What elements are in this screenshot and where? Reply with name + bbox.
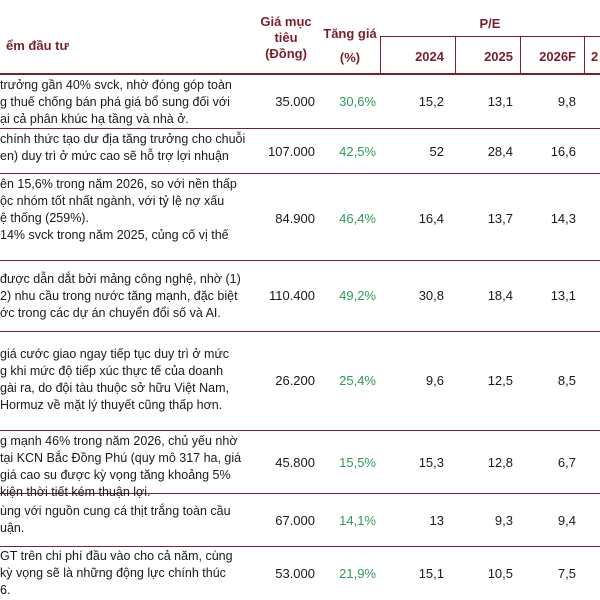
table-row	[0, 261, 600, 332]
upside-percent: 49,2%	[339, 288, 376, 303]
pe-col-divider-1	[380, 36, 381, 74]
pe-2024: 30,8	[418, 288, 444, 303]
pe-2024: 15,3	[418, 455, 444, 470]
pe-2025: 10,5	[487, 566, 513, 581]
upside-percent: 30,6%	[339, 94, 376, 109]
row-description	[0, 503, 253, 537]
pe-col-divider-3	[520, 36, 521, 74]
pe-2026f: 6,7	[557, 455, 576, 470]
upside-percent: 14,1%	[339, 513, 376, 528]
target-price: 26.200	[275, 373, 315, 388]
row-description	[0, 176, 253, 244]
row-description	[0, 77, 253, 128]
pe-2024: 15,1	[418, 566, 444, 581]
table-row	[0, 494, 600, 547]
header-target-price-line3: (Đồng)	[265, 46, 307, 61]
description-line: giá cước giao ngay tiếp tục duy trì ở mức	[0, 347, 230, 361]
target-price: 67.000	[275, 513, 315, 528]
header-upside-line1: Tăng giá	[323, 26, 377, 41]
pe-2025: 28,4	[487, 144, 513, 159]
pe-2025: 13,1	[487, 94, 513, 109]
description-line: ên 15,6% trong năm 2026, so với nền thấp	[0, 177, 237, 191]
table-row	[0, 332, 600, 431]
header-pe-2025: 2025	[484, 49, 513, 64]
target-price: 107.000	[268, 144, 315, 159]
description-line: g thuế chống bán phá giá bổ sung đối với	[0, 95, 230, 109]
header-upside-line2: (%)	[339, 50, 361, 65]
upside-percent: 15,5%	[339, 455, 376, 470]
pe-2025: 18,4	[487, 288, 513, 303]
description-line: được dẫn dắt bởi mảng công nghệ, nhờ (1)	[0, 272, 241, 286]
target-price: 84.900	[275, 211, 315, 226]
upside-percent: 42,5%	[339, 144, 376, 159]
pe-col-divider-4	[584, 36, 585, 74]
table-row	[0, 431, 600, 499]
pe-2024: 16,4	[418, 211, 444, 226]
description-line: kỳ vọng sẽ là những động lực chính thúc	[0, 566, 226, 580]
description-line: g mạnh 46% trong năm 2026, chủ yếu nhờ	[0, 434, 238, 448]
header-pe-2026f: 2026F	[539, 49, 576, 64]
description-line: ớc trong các dự án chuyển đổi số và AI.	[0, 306, 221, 320]
description-line: gài ra, do đội tàu thuộc sở hữu Việt Nam,	[0, 381, 229, 395]
pe-2026f: 9,4	[557, 513, 576, 528]
description-line: 6.	[0, 583, 11, 597]
description-line: tại KCN Bắc Đồng Phú (quy mô 317 ha, giá	[0, 451, 242, 465]
pe-2025: 12,5	[487, 373, 513, 388]
header-target-price-line2: tiêu	[274, 30, 298, 45]
pe-2026f: 16,6	[550, 144, 576, 159]
pe-2024: 9,6	[425, 373, 444, 388]
description-line: kiện thời tiết kém thuận lợi.	[0, 485, 151, 499]
row-description	[0, 131, 253, 165]
row-description	[0, 548, 253, 599]
description-line: ệ thống (259%).	[0, 211, 89, 225]
target-price: 45.800	[275, 455, 315, 470]
pe-2026f: 7,5	[557, 566, 576, 581]
pe-group-rule	[380, 36, 600, 37]
description-line: GT trên chi phí đầu vào cho cả năm, cùng	[0, 549, 233, 563]
table-row	[0, 75, 600, 129]
table-row	[0, 547, 600, 599]
pe-2026f: 8,5	[557, 373, 576, 388]
pe-2026f: 13,1	[550, 288, 576, 303]
target-price: 53.000	[275, 566, 315, 581]
description-line: trưởng gần 40% svck, nhờ đóng góp toàn	[0, 78, 232, 92]
description-line: 14% svck trong năm 2025, củng cố vị thế	[0, 228, 229, 242]
header-pe-group: P/E	[479, 16, 501, 31]
upside-percent: 21,9%	[339, 566, 376, 581]
description-line: g khi mức độ tiếp xúc thực tế của doanh	[0, 364, 224, 378]
header-pe-2024: 2024	[415, 49, 444, 64]
table-header	[0, 0, 600, 74]
header-target-price-line1: Giá mục	[260, 14, 312, 29]
description-line: en) duy trì ở mức cao sẽ hỗ trợ lợi nhuận	[0, 149, 229, 163]
pe-2025: 13,7	[487, 211, 513, 226]
description-line: ại cả phân khúc hạ tầng và nhà ở.	[0, 112, 189, 126]
pe-2024: 13	[429, 513, 444, 528]
row-description	[0, 346, 253, 414]
pe-2025: 12,8	[487, 455, 513, 470]
row-description	[0, 433, 253, 501]
upside-percent: 25,4%	[339, 373, 376, 388]
description-line: Hormuz về mặt lý thuyết cũng thấp hơn.	[0, 398, 223, 412]
description-line: 2) nhu cầu trong nước tăng mạnh, đặc biệt	[0, 289, 238, 303]
pe-col-divider-2	[455, 36, 456, 74]
table-row	[0, 174, 600, 261]
description-line: ộc nhóm tốt nhất ngành, với tỷ lệ nợ xấu	[0, 194, 225, 208]
description-line: ùng với nguồn cung cá thịt trắng toàn cầu	[0, 504, 231, 518]
description-line: giá cao su được kỳ vọng tăng khoảng 5%	[0, 468, 231, 482]
pe-2026f: 14,3	[550, 211, 576, 226]
header-extra-column: 2	[591, 49, 599, 64]
pe-2026f: 9,8	[557, 94, 576, 109]
pe-2025: 9,3	[494, 513, 513, 528]
row-description	[0, 271, 253, 322]
table-row	[0, 129, 600, 174]
pe-2024: 52	[429, 144, 444, 159]
header-investment-highlights: ểm đầu tư	[6, 38, 69, 53]
description-line: chính thức tạo dư địa tăng trưởng cho chuỗi	[0, 132, 246, 146]
upside-percent: 46,4%	[339, 211, 376, 226]
pe-2024: 15,2	[418, 94, 444, 109]
description-line: uận.	[0, 521, 25, 535]
target-price: 110.400	[268, 288, 315, 303]
target-price: 35.000	[275, 94, 315, 109]
